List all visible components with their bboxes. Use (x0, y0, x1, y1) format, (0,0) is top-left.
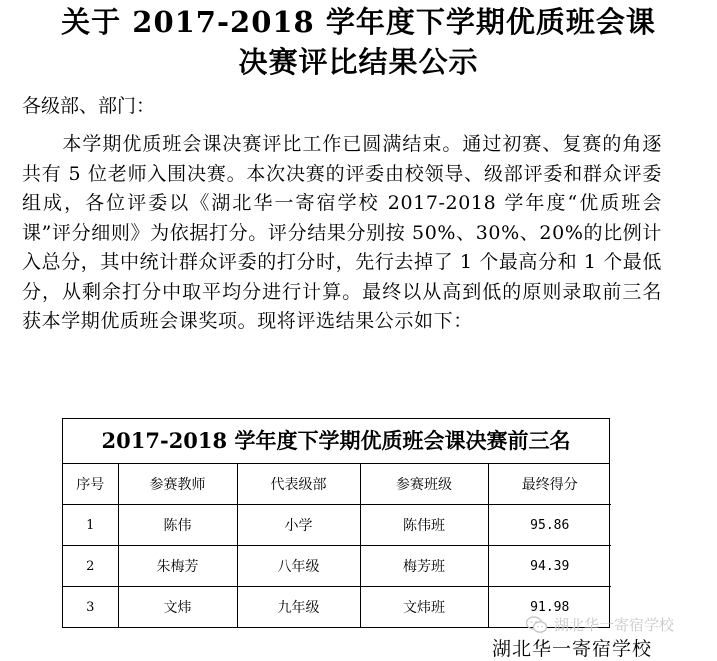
cell-teacher: 陈伟 (118, 505, 237, 546)
cell-index: 3 (63, 587, 118, 628)
salutation: 各级部、部门： (22, 95, 156, 117)
cell-teacher: 文炜 (118, 587, 237, 628)
watermark-text: 湖北华一寄宿学校 (554, 616, 675, 634)
header-teacher: 参赛教师 (118, 464, 237, 505)
document-title-line-2: 决赛评比结果公示 (238, 45, 479, 79)
watermark (526, 614, 674, 635)
cell-class: 文炜班 (360, 587, 488, 628)
body-paragraph (22, 130, 662, 337)
cell-class: 梅芳班 (360, 546, 488, 587)
cell-score: 95.86 (488, 505, 611, 546)
header-class: 参赛班级 (360, 464, 488, 505)
results-table (63, 464, 611, 627)
cell-index: 1 (63, 505, 118, 546)
results-table-container (62, 418, 610, 628)
signature: 湖北华一寄宿学校 (492, 638, 653, 660)
document-title-line-1: 关于 2017-2018 学年度下学期优质班会课 (61, 5, 656, 39)
cell-score: 91.98 (488, 587, 611, 628)
table-row (63, 546, 611, 587)
wechat-icon (526, 616, 548, 634)
cell-index: 2 (63, 546, 118, 587)
header-index: 序号 (63, 464, 118, 505)
cell-class: 陈伟班 (360, 505, 488, 546)
header-score: 最终得分 (488, 464, 611, 505)
table-row (63, 505, 611, 546)
cell-department: 小学 (237, 505, 360, 546)
results-table-title: 2017-2018 学年度下学期优质班会课决赛前三名 (63, 419, 609, 464)
cell-department: 九年级 (237, 587, 360, 628)
table-header-row (63, 464, 611, 505)
header-department: 代表级部 (237, 464, 360, 505)
body-text: 本学期优质班会课决赛评比工作已圆满结束。通过初赛、复赛的角逐共有 5 位老师入围决赛。本次决赛的评委由校领导、级部评委和群众评委组成，各位评委以《湖北华一寄宿学校 2017-2018 学年度“优质班会课”评分细则》为依据打分。评分结果分别按 50%、30%、20%的比例计入总分，其中统计群众评委的打分时，先行去掉了 1 个最高分和 1 个最低分，从剩余打分中取平均分进行计算。最终以从高到低的原则录取前三名获本学期优质班会课奖项。现将评选结果公示如下： (22, 133, 662, 332)
cell-score: 94.39 (488, 546, 611, 587)
cell-teacher: 朱梅芳 (118, 546, 237, 587)
cell-department: 八年级 (237, 546, 360, 587)
